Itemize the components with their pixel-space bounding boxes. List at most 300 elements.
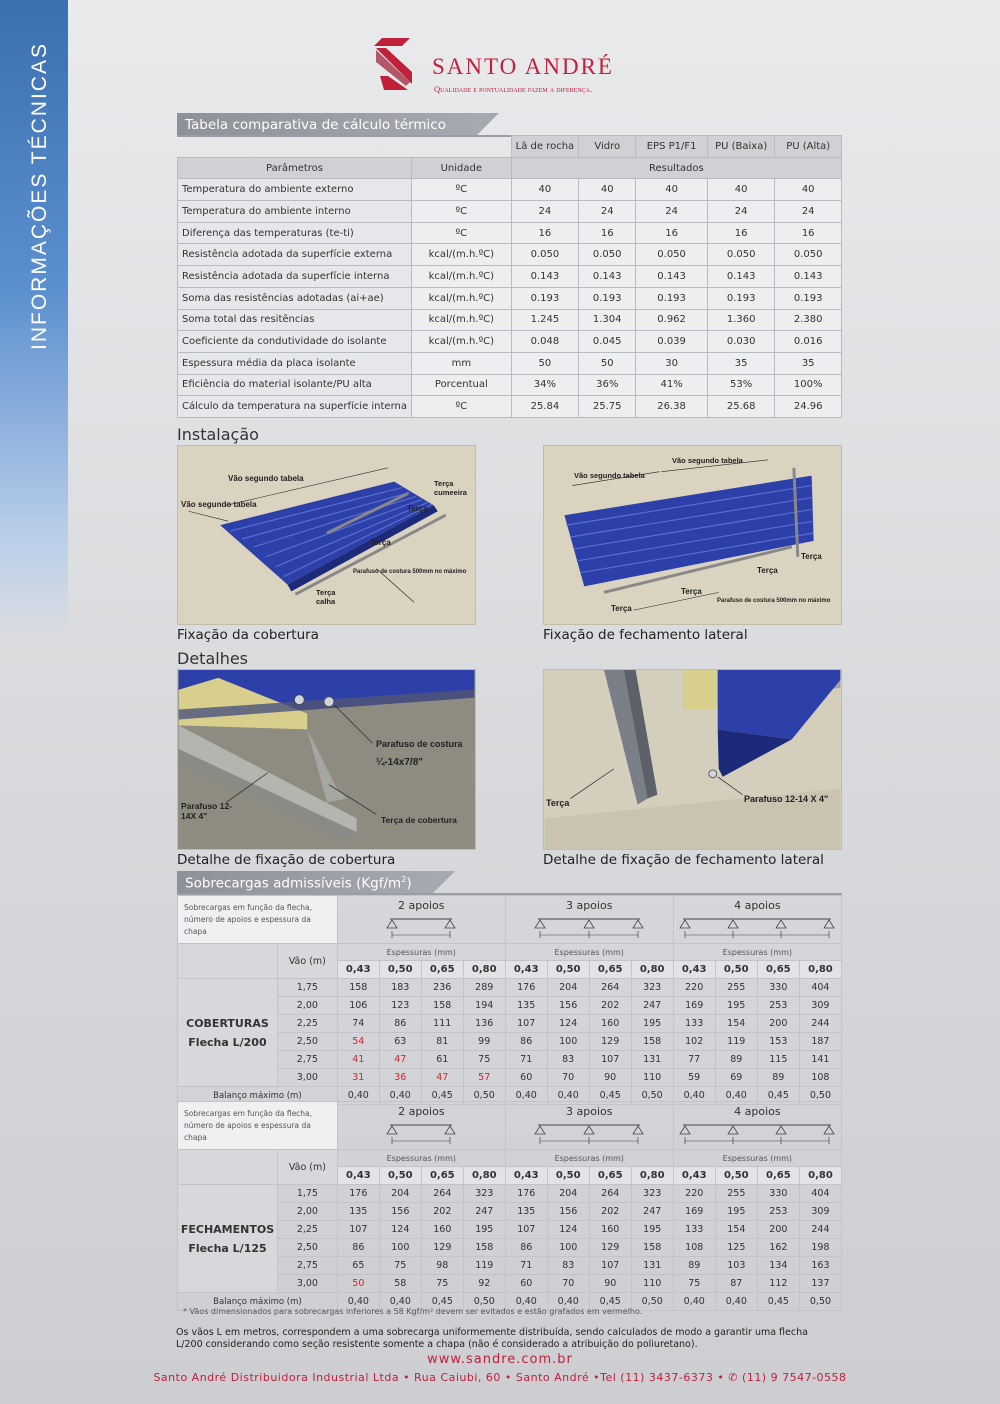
thermal-value: 24 xyxy=(636,201,708,223)
load-value: 204 xyxy=(379,1185,421,1203)
thermal-param: Temperatura do ambiente externo xyxy=(178,179,412,201)
thermal-value: 0.143 xyxy=(511,266,579,288)
sidebar-title: INFORMAÇÕES TÉCNICAS xyxy=(28,42,51,350)
span-note: Os vãos L em metros, correspondem a uma sobrecarga uniformemente distribuída, sendo calculados de modo a garantir uma flecha L/200 considerando como seção resistente somente a chapa (não é considerado a atribuição do poliuretano). xyxy=(176,1327,808,1350)
balanco-value: 0,40 xyxy=(673,1293,715,1311)
thermal-row xyxy=(178,374,842,396)
load-value: 135 xyxy=(505,1203,547,1221)
load-value: 87 xyxy=(715,1275,757,1293)
loads-footnote: * Vãos dimensionados para sobrecargas inferiores a 58 Kgf/m² devem ser evitados e estão grafados em vermelho. xyxy=(183,1307,643,1316)
thickness-value: 0,80 xyxy=(631,961,673,979)
load-value: 176 xyxy=(505,979,547,997)
load-value: 204 xyxy=(547,1185,589,1203)
support-header xyxy=(673,896,841,944)
thickness-group-label: Espessuras (mm) xyxy=(505,1150,673,1167)
balanco-value: 0,40 xyxy=(673,1087,715,1105)
thermal-value: 16 xyxy=(775,222,842,244)
load-value: 176 xyxy=(337,1185,379,1203)
details-heading: Detalhes xyxy=(177,649,249,668)
load-desc: Sobrecargas em função da flecha, número de apoios e espessura da chapa xyxy=(178,1102,338,1150)
load-value: 103 xyxy=(715,1257,757,1275)
roof-label-parafuso-text: Parafuso de costura xyxy=(353,569,411,575)
load-value: 124 xyxy=(379,1221,421,1239)
load-value: 169 xyxy=(673,997,715,1015)
wall-label-max: 500mm no máximo xyxy=(776,598,831,604)
support-header xyxy=(337,1102,505,1150)
load-value: 86 xyxy=(505,1033,547,1051)
thermal-unit: ºC xyxy=(412,201,512,223)
balanco-value: 0,45 xyxy=(421,1293,463,1311)
load-value: 247 xyxy=(463,1203,505,1221)
load-value: 154 xyxy=(715,1221,757,1239)
load-value: 195 xyxy=(463,1221,505,1239)
thermal-param: Resistência adotada da superfície externa xyxy=(178,244,412,266)
brand-tagline: Qualidade e pontualidade fazem a diferença. xyxy=(434,84,593,94)
load-value: 102 xyxy=(673,1033,715,1051)
param-header: Parâmetros xyxy=(178,157,412,179)
thermal-value: 0.050 xyxy=(579,244,636,266)
thermal-value: 24 xyxy=(707,201,774,223)
load-value: 323 xyxy=(631,979,673,997)
wall-label-terca-2: Terça xyxy=(757,566,778,575)
support-label: 3 apoios xyxy=(566,1105,613,1118)
load-value: 69 xyxy=(715,1069,757,1087)
thermal-value: 0.143 xyxy=(579,266,636,288)
thermal-unit: kcal/(m.h.ºC) xyxy=(412,266,512,288)
balanco-value: 0,45 xyxy=(757,1087,799,1105)
load-group-label xyxy=(178,1185,278,1293)
load-value: 47 xyxy=(379,1051,421,1069)
balanco-value: 0,45 xyxy=(757,1293,799,1311)
load-value: 253 xyxy=(757,997,799,1015)
load-value: 134 xyxy=(757,1257,799,1275)
thermal-value: 0.048 xyxy=(511,331,579,353)
load-row xyxy=(178,979,842,997)
thermal-value: 2.380 xyxy=(775,309,842,331)
wall-detail-caption: Detalhe de fixação de fechamento lateral xyxy=(543,852,824,868)
roof-label-parafuso xyxy=(353,569,466,575)
roof-label-terca-cumeeira: Terça cumeeira xyxy=(434,479,467,497)
thickness-value: 0,65 xyxy=(589,961,631,979)
span-value: 2,75 xyxy=(277,1051,337,1069)
thermal-unit: kcal/(m.h.ºC) xyxy=(412,309,512,331)
load-value: 137 xyxy=(799,1275,841,1293)
load-value: 244 xyxy=(799,1015,841,1033)
balanco-value: 0,50 xyxy=(799,1293,841,1311)
load-value: 81 xyxy=(421,1033,463,1051)
load-value: 253 xyxy=(757,1203,799,1221)
load-value: 112 xyxy=(757,1275,799,1293)
span-label: Vão (m) xyxy=(277,944,337,979)
span-value: 1,75 xyxy=(277,1185,337,1203)
fechamentos-load-table xyxy=(177,1101,842,1311)
thickness-value: 0,43 xyxy=(673,961,715,979)
load-value: 115 xyxy=(757,1051,799,1069)
thermal-value: 0.193 xyxy=(579,287,636,309)
span-value: 2,25 xyxy=(277,1015,337,1033)
thickness-value: 0,43 xyxy=(337,1167,379,1185)
load-value: 107 xyxy=(337,1221,379,1239)
load-group-name: COBERTURAS xyxy=(186,1016,269,1030)
load-value: 323 xyxy=(463,1185,505,1203)
balanco-value: 0,40 xyxy=(337,1293,379,1311)
thermal-value: 24 xyxy=(775,201,842,223)
thickness-value: 0,80 xyxy=(799,961,841,979)
load-value: 195 xyxy=(715,1203,757,1221)
thermal-value: 0.039 xyxy=(636,331,708,353)
thermal-unit: kcal/(m.h.ºC) xyxy=(412,244,512,266)
support-header xyxy=(337,896,505,944)
wall-detail-illustration xyxy=(543,669,842,850)
load-value: 163 xyxy=(799,1257,841,1275)
material-header: EPS P1/F1 xyxy=(636,136,708,158)
span-value: 2,50 xyxy=(277,1033,337,1051)
roof-detail-label-terca: Terça de cobertura xyxy=(381,815,457,825)
load-value: 160 xyxy=(589,1015,631,1033)
thermal-unit: ºC xyxy=(412,222,512,244)
thermal-table xyxy=(177,135,842,418)
load-row xyxy=(178,997,842,1015)
material-header: PU (Baixa) xyxy=(707,136,774,158)
span-value: 1,75 xyxy=(277,979,337,997)
loads-section-tab xyxy=(177,871,431,895)
load-value: 183 xyxy=(379,979,421,997)
load-value: 92 xyxy=(463,1275,505,1293)
load-row xyxy=(178,1033,842,1051)
load-value: 162 xyxy=(757,1239,799,1257)
load-value: 75 xyxy=(421,1275,463,1293)
wall-install-illustration xyxy=(543,445,842,625)
thickness-value: 0,80 xyxy=(799,1167,841,1185)
support-diagram-icon xyxy=(534,915,644,939)
thermal-value: 50 xyxy=(579,352,636,374)
thermal-value: 25.68 xyxy=(707,396,774,418)
load-value: 71 xyxy=(505,1257,547,1275)
support-label: 2 apoios xyxy=(398,899,445,912)
load-value: 50 xyxy=(337,1275,379,1293)
thermal-value: 35 xyxy=(775,352,842,374)
thickness-value: 0,80 xyxy=(463,961,505,979)
load-row xyxy=(178,1257,842,1275)
thermal-param: Soma total das resitências xyxy=(178,309,412,331)
support-diagram-icon xyxy=(679,915,835,939)
thermal-param: Soma das resistências adotadas (ai+ae) xyxy=(178,287,412,309)
load-group-label xyxy=(178,979,278,1087)
load-value: 264 xyxy=(421,1185,463,1203)
balanco-value: 0,40 xyxy=(715,1293,757,1311)
thermal-row xyxy=(178,287,842,309)
load-value: 202 xyxy=(421,1203,463,1221)
load-value: 194 xyxy=(463,997,505,1015)
load-value: 195 xyxy=(631,1015,673,1033)
thickness-value: 0,80 xyxy=(631,1167,673,1185)
load-value: 59 xyxy=(673,1069,715,1087)
load-value: 330 xyxy=(757,979,799,997)
thermal-section-title: Tabela comparativa de cálculo térmico xyxy=(185,117,446,133)
thickness-value: 0,65 xyxy=(757,961,799,979)
santo-andre-logo-icon xyxy=(372,32,420,94)
load-row xyxy=(178,1069,842,1087)
thermal-value: 24.96 xyxy=(775,396,842,418)
load-value: 129 xyxy=(421,1239,463,1257)
wall-label-vao-left: Vão segundo tabela xyxy=(574,471,645,480)
thermal-value: 41% xyxy=(636,374,708,396)
load-value: 309 xyxy=(799,1203,841,1221)
thermal-param: Cálculo da temperatura na superfície interna xyxy=(178,396,412,418)
load-value: 75 xyxy=(673,1275,715,1293)
thermal-unit: ºC xyxy=(412,179,512,201)
support-header xyxy=(505,1102,673,1150)
load-value: 309 xyxy=(799,997,841,1015)
thermal-unit: ºC xyxy=(412,396,512,418)
balanco-value: 0,40 xyxy=(337,1087,379,1105)
thermal-row xyxy=(178,331,842,353)
load-value: 90 xyxy=(589,1069,631,1087)
thickness-group-label: Espessuras (mm) xyxy=(673,1150,841,1167)
logo xyxy=(372,32,652,98)
load-group-name: FECHAMENTOS xyxy=(180,1222,275,1236)
thickness-value: 0,43 xyxy=(673,1167,715,1185)
load-value: 106 xyxy=(337,997,379,1015)
coberturas-load-table xyxy=(177,895,842,1105)
load-value: 236 xyxy=(421,979,463,997)
thermal-value: 0.030 xyxy=(707,331,774,353)
thermal-value: 40 xyxy=(579,179,636,201)
load-value: 220 xyxy=(673,1185,715,1203)
thermal-value: 1.304 xyxy=(579,309,636,331)
load-value: 60 xyxy=(505,1275,547,1293)
load-value: 41 xyxy=(337,1051,379,1069)
load-value: 136 xyxy=(463,1015,505,1033)
thermal-param: Eficiência do material isolante/PU alta xyxy=(178,374,412,396)
load-value: 111 xyxy=(421,1015,463,1033)
load-value: 176 xyxy=(505,1185,547,1203)
support-label: 2 apoios xyxy=(398,1105,445,1118)
load-value: 289 xyxy=(463,979,505,997)
balanco-value: 0,50 xyxy=(463,1087,505,1105)
load-value: 47 xyxy=(421,1069,463,1087)
thermal-value: 53% xyxy=(707,374,774,396)
load-value: 135 xyxy=(337,1203,379,1221)
thermal-value: 1.245 xyxy=(511,309,579,331)
support-diagram-icon xyxy=(679,1121,835,1145)
thickness-value: 0,50 xyxy=(715,1167,757,1185)
load-value: 135 xyxy=(505,997,547,1015)
thermal-unit: mm xyxy=(412,352,512,374)
wall-label-terca-3: Terça xyxy=(681,587,702,596)
roof-label-max: 500mm no máximo xyxy=(412,569,467,575)
load-value: 129 xyxy=(589,1033,631,1051)
support-header xyxy=(505,896,673,944)
load-value: 108 xyxy=(799,1069,841,1087)
roof-label-terca-calha: Terça calha xyxy=(316,588,336,606)
support-header xyxy=(673,1102,841,1150)
brand-name: SANTO ANDRÉ xyxy=(432,54,614,79)
wall-detail-label-terca: Terça xyxy=(546,798,570,808)
load-blank xyxy=(178,944,278,979)
thickness-value: 0,65 xyxy=(589,1167,631,1185)
wall-detail-drawing xyxy=(544,670,841,849)
wall-label-vao-right: Vão segundo tabela xyxy=(672,456,743,465)
load-value: 90 xyxy=(589,1275,631,1293)
load-value: 124 xyxy=(547,1221,589,1239)
load-value: 129 xyxy=(589,1239,631,1257)
thickness-group-label: Espessuras (mm) xyxy=(673,944,841,961)
load-value: 131 xyxy=(631,1051,673,1069)
span-label: Vão (m) xyxy=(277,1150,337,1185)
balanco-value: 0,50 xyxy=(799,1087,841,1105)
thermal-value: 0.193 xyxy=(511,287,579,309)
load-value: 158 xyxy=(631,1239,673,1257)
load-value: 169 xyxy=(673,1203,715,1221)
load-value: 60 xyxy=(505,1069,547,1087)
load-row xyxy=(178,1051,842,1069)
thermal-param: Diferença das temperaturas (te-ti) xyxy=(178,222,412,244)
load-value: 133 xyxy=(673,1221,715,1239)
roof-detail-illustration xyxy=(177,669,476,850)
roof-label-terca-2: Terça xyxy=(370,538,391,547)
load-value: 70 xyxy=(547,1069,589,1087)
thickness-value: 0,65 xyxy=(421,961,463,979)
load-value: 36 xyxy=(379,1069,421,1087)
thermal-value: 0.143 xyxy=(707,266,774,288)
balanco-value: 0,40 xyxy=(715,1087,757,1105)
load-value: 110 xyxy=(631,1275,673,1293)
load-value: 86 xyxy=(505,1239,547,1257)
load-value: 195 xyxy=(631,1221,673,1239)
support-label: 4 apoios xyxy=(734,1105,781,1118)
thermal-row xyxy=(178,179,842,201)
load-value: 160 xyxy=(421,1221,463,1239)
balanco-value: 0,40 xyxy=(547,1087,589,1105)
load-value: 70 xyxy=(547,1275,589,1293)
load-value: 83 xyxy=(547,1257,589,1275)
thermal-value: 16 xyxy=(511,222,579,244)
load-value: 107 xyxy=(589,1051,631,1069)
span-value: 3,00 xyxy=(277,1069,337,1087)
thermal-row xyxy=(178,244,842,266)
load-value: 98 xyxy=(421,1257,463,1275)
load-value: 202 xyxy=(589,1203,631,1221)
thermal-value: 40 xyxy=(775,179,842,201)
balanco-value: 0,45 xyxy=(589,1087,631,1105)
thermal-value: 0.016 xyxy=(775,331,842,353)
load-value: 58 xyxy=(379,1275,421,1293)
load-value: 119 xyxy=(463,1257,505,1275)
load-value: 195 xyxy=(715,997,757,1015)
load-value: 108 xyxy=(673,1239,715,1257)
balanco-value: 0,40 xyxy=(547,1293,589,1311)
balanco-label: Balanço máximo (m) xyxy=(178,1293,338,1311)
thermal-value: 34% xyxy=(511,374,579,396)
thermal-value: 0.193 xyxy=(707,287,774,309)
thermal-unit: kcal/(m.h.ºC) xyxy=(412,331,512,353)
load-row xyxy=(178,1221,842,1239)
results-header: Resultados xyxy=(511,157,841,179)
load-value: 110 xyxy=(631,1069,673,1087)
balanco-value: 0,45 xyxy=(589,1293,631,1311)
load-value: 255 xyxy=(715,979,757,997)
load-value: 71 xyxy=(505,1051,547,1069)
load-value: 124 xyxy=(547,1015,589,1033)
thermal-value: 0.050 xyxy=(511,244,579,266)
load-value: 204 xyxy=(547,979,589,997)
thickness-value: 0,65 xyxy=(421,1167,463,1185)
load-value: 158 xyxy=(463,1239,505,1257)
load-value: 133 xyxy=(673,1015,715,1033)
thermal-value: 24 xyxy=(579,201,636,223)
load-value: 75 xyxy=(379,1257,421,1275)
load-row xyxy=(178,1203,842,1221)
thermal-value: 0.193 xyxy=(636,287,708,309)
load-value: 100 xyxy=(547,1239,589,1257)
thickness-value: 0,43 xyxy=(337,961,379,979)
balanco-value: 0,40 xyxy=(505,1293,547,1311)
load-value: 244 xyxy=(799,1221,841,1239)
thermal-value: 0.045 xyxy=(579,331,636,353)
load-value: 131 xyxy=(631,1257,673,1275)
thermal-value: 26.38 xyxy=(636,396,708,418)
load-value: 99 xyxy=(463,1033,505,1051)
thermal-row xyxy=(178,309,842,331)
thickness-value: 0,50 xyxy=(379,1167,421,1185)
span-value: 2,00 xyxy=(277,997,337,1015)
contact-line: Santo André Distribuidora Industrial Ltda • Rua Caiubi, 60 • Santo André •Tel (11) 3437-6373 • ✆ (11) 9 7547-0558 xyxy=(153,1371,847,1384)
thermal-value: 0.143 xyxy=(775,266,842,288)
support-label: 3 apoios xyxy=(565,899,613,912)
loads-section-title-sup: 2 xyxy=(401,875,407,884)
thermal-section-tab xyxy=(177,113,475,137)
load-value: 83 xyxy=(547,1051,589,1069)
load-value: 125 xyxy=(715,1239,757,1257)
thermal-value: 0.193 xyxy=(775,287,842,309)
load-value: 77 xyxy=(673,1051,715,1069)
load-value: 107 xyxy=(589,1257,631,1275)
wall-label-terca-1: Terça xyxy=(801,552,822,561)
load-value: 63 xyxy=(379,1033,421,1051)
load-row xyxy=(178,1185,842,1203)
thickness-value: 0,65 xyxy=(757,1167,799,1185)
load-value: 100 xyxy=(547,1033,589,1051)
load-value: 404 xyxy=(799,1185,841,1203)
website-link[interactable]: www.sandre.com.br xyxy=(427,1352,573,1367)
roof-detail-label-parafuso: Parafuso 12-14X 4" xyxy=(181,801,233,821)
thermal-body xyxy=(178,179,842,418)
support-label: 4 apoios xyxy=(734,899,781,912)
unit-header: Unidade xyxy=(412,157,512,179)
load-value: 200 xyxy=(757,1015,799,1033)
roof-label-vao-left: Vão segundo tabela xyxy=(181,500,257,509)
thermal-blank-cell xyxy=(178,136,512,158)
load-value: 198 xyxy=(799,1239,841,1257)
load-value: 156 xyxy=(547,997,589,1015)
load-value: 107 xyxy=(505,1221,547,1239)
balanco-value: 0,40 xyxy=(505,1087,547,1105)
thermal-value: 24 xyxy=(511,201,579,223)
load-value: 323 xyxy=(631,1185,673,1203)
thermal-value: 16 xyxy=(707,222,774,244)
load-desc: Sobrecargas em função da flecha, número de apoios e espessura da chapa xyxy=(178,896,338,944)
roof-detail-label-size: ¼-14x7/8" xyxy=(376,757,423,768)
support-diagram-icon xyxy=(386,915,456,939)
thermal-param: Coeficiente da condutividade do isolante xyxy=(178,331,412,353)
load-blank xyxy=(178,1150,278,1185)
wall-label-parafuso xyxy=(717,598,830,604)
thickness-value: 0,43 xyxy=(505,961,547,979)
balanco-value: 0,50 xyxy=(631,1087,673,1105)
thermal-row xyxy=(178,201,842,223)
load-value: 255 xyxy=(715,1185,757,1203)
